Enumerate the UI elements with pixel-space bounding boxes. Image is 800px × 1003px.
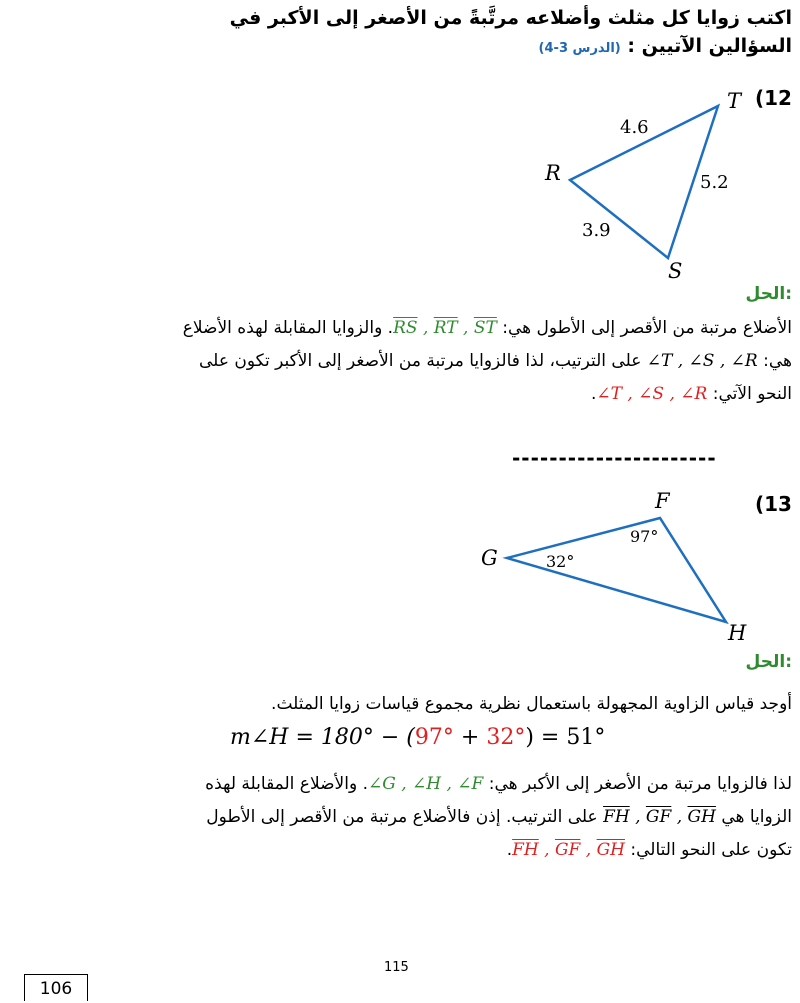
side-label-rs: 3.9 — [582, 220, 611, 241]
answer-side-fh: $\overline{FH}$ — [512, 840, 539, 860]
question-12-number: (12 — [755, 86, 792, 110]
vertex-g: G — [481, 546, 498, 570]
solution-12-text — [6, 312, 792, 411]
side-gf: $\overline{GF}$ — [645, 807, 672, 827]
angle-label-g: 32° — [546, 552, 575, 571]
solution-13-text-a: لذا فالزوايا مرتبة من الأصغر إلى الأكبر هي: — [488, 774, 792, 794]
page-number: 115 — [384, 960, 409, 975]
triangle-rst — [544, 89, 743, 283]
lesson-reference: (الدرس 3-4) — [538, 41, 621, 56]
solution-label-13: الحل: — [745, 652, 792, 672]
angle-label-f: 97° — [630, 527, 659, 546]
solution-13-line2 — [6, 768, 792, 801]
solution-12-text-c: هي: — [763, 351, 792, 371]
answer-13: $\overline{FH}$ , $\overline{GF}$ , $\overline{GH}$ — [512, 840, 625, 860]
vertex-h: H — [728, 621, 747, 645]
equation-97: 97° — [414, 725, 454, 750]
solution-12-text-d: على الترتيب، لذا فالزوايا مرتبة من الأصغر إلى الأكبر تكون على — [199, 351, 642, 371]
instruction-text: السؤالين الآتيين : — [627, 35, 792, 57]
side-fh: $\overline{FH}$ — [603, 807, 630, 827]
solution-12-text-b: . والزوايا المقابلة لهذه الأضلاع — [182, 318, 394, 338]
solution-13-line4: تكون على النحو التالي: $\overline{FH}$ , $\overline{GF}$ , $\overline{GH}$. — [506, 840, 792, 860]
triangle-fgh — [481, 489, 747, 645]
side-st: $\overline{ST}$ — [473, 318, 497, 338]
solution-12-line3: النحو الآتي: ∠T , ∠S , ∠R. — [590, 384, 792, 404]
question-13-number: (13 — [755, 492, 792, 516]
solution-12-text-e: النحو الآتي: — [712, 384, 792, 404]
solution-13-text-c: الزوايا هي — [721, 807, 792, 827]
solution-13-line3 — [6, 801, 792, 834]
solution-13-line1: أوجد قياس الزاوية المجهولة باستعمال نظرية مجموع قياسات زوايا المثلث. — [271, 694, 792, 714]
solution-12-line2 — [6, 345, 792, 378]
vertex-s: S — [668, 259, 683, 283]
vertex-r: R — [545, 161, 561, 185]
side-label-st: 5.2 — [700, 172, 729, 193]
solution-13-text — [6, 768, 792, 867]
solution-12-line1 — [6, 312, 792, 345]
page-box-number: 106 — [24, 974, 88, 1001]
vertex-t: T — [727, 89, 742, 113]
solution-13-text-d: على الترتيب. إذن فالأضلاع مرتبة من الأقصر إلى الأطول — [206, 807, 598, 827]
solution-12-text-a: الأضلاع مرتبة من الأقصر إلى الأطول هي: — [502, 318, 792, 338]
equation-lhs: m∠H = 180° − ( — [230, 725, 415, 750]
answer-side-gf: $\overline{GF}$ — [554, 840, 581, 860]
sides-13: $\overline{FH}$ , $\overline{GF}$ , $\overline{GH}$ — [603, 807, 716, 827]
triangle-fgh-shape — [507, 518, 726, 622]
side-label-rt: 4.6 — [620, 117, 649, 138]
instruction-line1: اكتب زوايا كل مثلث وأضلاعه مرتَّبةً من الأصغر إلى الأكبر في — [229, 7, 792, 29]
side-rs: $\overline{RS}$ — [393, 318, 418, 338]
angles-ordered-13: ∠G , ∠H , ∠F — [367, 774, 484, 794]
side-gh: $\overline{GH}$ — [687, 807, 716, 827]
solution-13-text-e: تكون على النحو التالي: — [630, 840, 792, 860]
equation-plus: + — [453, 725, 487, 750]
answer-side-gh: $\overline{GH}$ — [596, 840, 625, 860]
separator: ---------------------- — [512, 446, 717, 470]
equation — [230, 725, 605, 750]
sides-ordered-12: $\overline{RS}$ , $\overline{RT}$ , $\overline{ST}$ — [393, 318, 497, 338]
side-rt: $\overline{RT}$ — [433, 318, 458, 338]
equation-rhs: ) = 51° — [525, 725, 606, 750]
angles-12: ∠T , ∠S , ∠R — [646, 351, 758, 371]
answer-12: ∠T , ∠S , ∠R — [596, 384, 708, 404]
solution-13-text-b: . والأضلاع المقابلة لهذه — [205, 774, 368, 794]
vertex-f: F — [655, 489, 670, 513]
solution-label-12: الحل: — [745, 284, 792, 304]
equation-32: 32° — [486, 725, 526, 750]
